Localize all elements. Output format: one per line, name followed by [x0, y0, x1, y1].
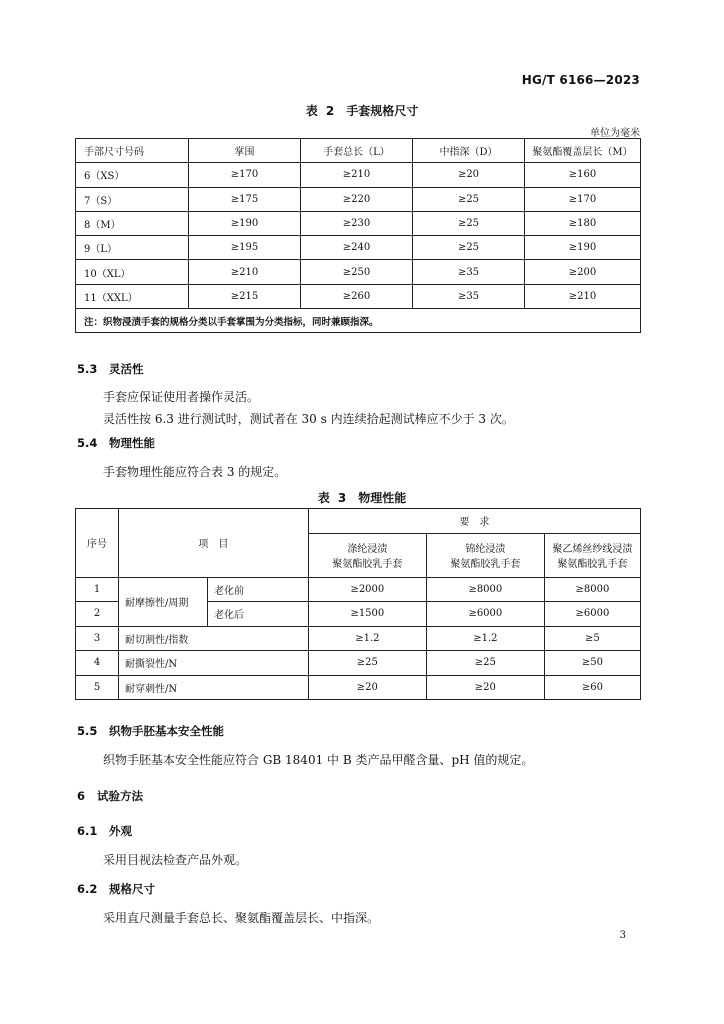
standard-code: HG/T 6166—2023 — [521, 73, 640, 87]
table-row — [76, 260, 641, 284]
paragraph: 织物手胚基本安全性能应符合 GB 18401 中 B 类产品甲醛含量、pH 值的规定。 — [103, 753, 534, 767]
table-row — [76, 626, 641, 651]
table-note-row — [76, 309, 641, 333]
section-heading: 6 试验方法 — [77, 789, 143, 803]
column-header: 聚氨酯覆盖层长（M） — [525, 139, 641, 163]
section-heading: 6.2 规格尺寸 — [77, 882, 155, 896]
table-cell: ≥25 — [426, 651, 544, 676]
table-cell: ≥190 — [525, 236, 641, 260]
table-cell: ≥35 — [413, 284, 525, 308]
table-cell: ≥160 — [525, 163, 641, 187]
column-header: 掌围 — [189, 139, 301, 163]
column-header: 聚乙烯丝纱线浸渍 聚氨酯胶乳手套 — [544, 533, 640, 577]
table-cell: ≥25 — [308, 651, 426, 676]
table-cell: 9（L） — [76, 236, 189, 260]
table-cell: 10（XL） — [76, 260, 189, 284]
table-cell: ≥20 — [413, 163, 525, 187]
table-cell: 7（S） — [76, 187, 189, 211]
table-cell: ≥1.2 — [308, 626, 426, 651]
page-number: 3 — [619, 930, 626, 941]
table-cell: 2 — [76, 602, 119, 627]
table-cell: ≥20 — [426, 675, 544, 700]
table-cell: 耐撕裂性/N — [119, 651, 309, 676]
table-cell: 耐穿刺性/N — [119, 675, 309, 700]
column-header: 涤纶浸渍 聚氨酯胶乳手套 — [308, 533, 426, 577]
table-cell: ≥1500 — [308, 602, 426, 627]
table-row — [76, 236, 641, 260]
table-row — [76, 163, 641, 187]
column-header: 手部尺寸号码 — [76, 139, 189, 163]
paragraph: 手套应保证使用者操作灵活。 — [103, 390, 260, 404]
column-header: 中指深（D） — [413, 139, 525, 163]
section-heading: 5.5 织物手胚基本安全性能 — [77, 724, 224, 738]
table-row — [76, 211, 641, 235]
table-cell: 6（XS） — [76, 163, 189, 187]
section-heading: 5.3 灵活性 — [77, 362, 144, 376]
table-cell: ≥260 — [301, 284, 413, 308]
table-cell: 1 — [76, 577, 119, 602]
table-cell: ≥195 — [189, 236, 301, 260]
table-physical-properties — [75, 508, 641, 700]
table-cell: ≥25 — [413, 187, 525, 211]
column-header: 锦纶浸渍 聚氨酯胶乳手套 — [426, 533, 544, 577]
table-size-spec — [75, 138, 641, 333]
table-cell: ≥170 — [525, 187, 641, 211]
column-header: 要 求 — [308, 509, 640, 534]
table3-caption: 表 3 物理性能 — [317, 491, 407, 505]
paragraph: 手套物理性能应符合表 3 的规定。 — [103, 465, 287, 479]
table-cell: 老化后 — [208, 602, 309, 627]
table-cell: ≥240 — [301, 236, 413, 260]
table-header-row — [76, 509, 641, 534]
section-heading: 5.4 物理性能 — [77, 436, 155, 450]
table-cell: ≥6000 — [544, 602, 640, 627]
paragraph: 采用目视法检查产品外观。 — [103, 853, 248, 867]
table2-caption: 表 2 手套规格尺寸 — [305, 104, 419, 118]
paragraph: 灵活性按 6.3 进行测试时，测试者在 30 s 内连续拾起测试棒应不少于 3 次。 — [103, 412, 514, 426]
table-cell: ≥210 — [525, 284, 641, 308]
table-cell: ≥170 — [189, 163, 301, 187]
table-cell: ≥35 — [413, 260, 525, 284]
table-cell: ≥1.2 — [426, 626, 544, 651]
table-cell: ≥220 — [301, 187, 413, 211]
table-cell: ≥180 — [525, 211, 641, 235]
paragraph: 采用直尺测量手套总长、聚氨酯覆盖层长、中指深。 — [103, 911, 380, 925]
table-cell: 老化前 — [208, 577, 309, 602]
table-cell: 3 — [76, 626, 119, 651]
table-cell: 11（XXL） — [76, 284, 189, 308]
table-cell: ≥215 — [189, 284, 301, 308]
table-cell: ≥250 — [301, 260, 413, 284]
table-cell: ≥210 — [301, 163, 413, 187]
table-cell: 5 — [76, 675, 119, 700]
table-row — [76, 187, 641, 211]
table2-unit: 单位为毫米 — [590, 128, 640, 139]
table-cell: ≥60 — [544, 675, 640, 700]
column-header: 序号 — [76, 509, 119, 578]
table-cell: ≥8000 — [426, 577, 544, 602]
table-row — [76, 284, 641, 308]
table-header-row — [76, 139, 641, 163]
table-cell: ≥25 — [413, 211, 525, 235]
table-cell: 耐切割性/指数 — [119, 626, 309, 651]
table-row — [76, 577, 641, 602]
column-header: 手套总长（L） — [301, 139, 413, 163]
column-header: 项 目 — [119, 509, 309, 578]
table-cell: 耐摩擦性/周期 — [119, 577, 208, 626]
table-cell: ≥175 — [189, 187, 301, 211]
table-cell: 4 — [76, 651, 119, 676]
table-row — [76, 651, 641, 676]
table-cell: ≥25 — [413, 236, 525, 260]
table-cell: ≥8000 — [544, 577, 640, 602]
table-cell: ≥190 — [189, 211, 301, 235]
section-heading: 6.1 外观 — [77, 824, 132, 838]
table-cell: ≥5 — [544, 626, 640, 651]
table-cell: ≥230 — [301, 211, 413, 235]
table-cell: ≥2000 — [308, 577, 426, 602]
table-row — [76, 675, 641, 700]
table-note: 注：织物浸渍手套的规格分类以手套掌围为分类指标，同时兼顾指深。 — [76, 309, 641, 333]
table-cell: 8（M） — [76, 211, 189, 235]
table-cell: ≥200 — [525, 260, 641, 284]
table-cell: ≥20 — [308, 675, 426, 700]
table-cell: ≥210 — [189, 260, 301, 284]
table-cell: ≥50 — [544, 651, 640, 676]
table-cell: ≥6000 — [426, 602, 544, 627]
